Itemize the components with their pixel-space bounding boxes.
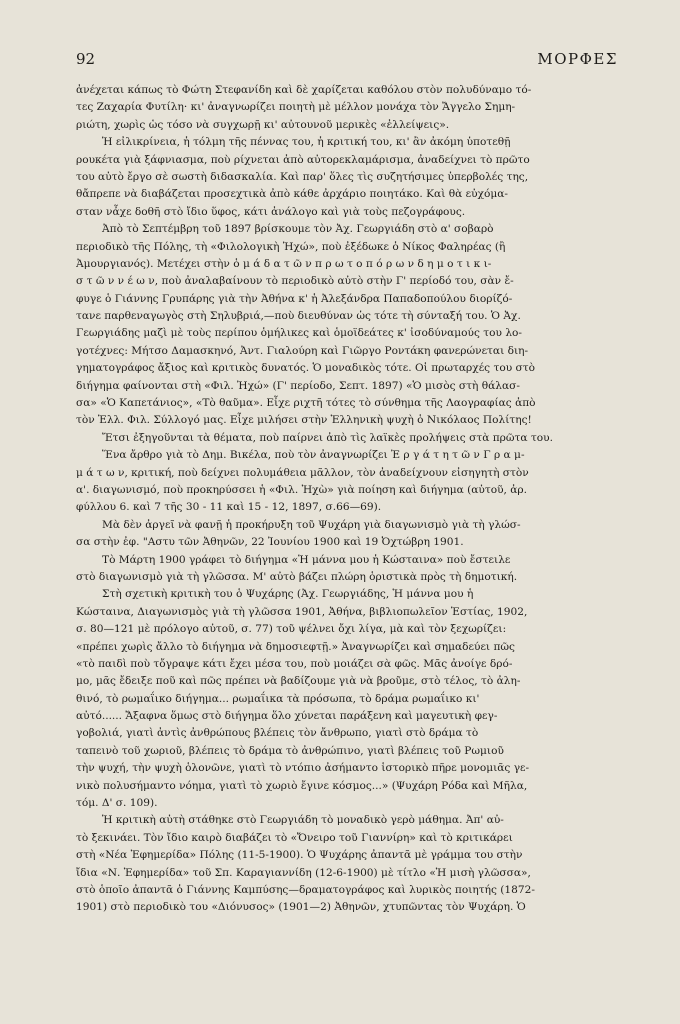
text-line: Στὴ σχετικὴ κριτικὴ του ὁ Ψυχάρης (Ἀχ. Γεωργιάδης, Ἡ μάννα μου ἡ (102, 588, 474, 601)
text-line: περιοδικὸ τῆς Πόλης, τὴ «Φιλολογικὴ Ἠχώ», ποὺ ἐξέδωκε ὁ Νίκος Φαληρέας (ἢ (76, 240, 506, 253)
text-line: Κώσταινα, Διαγωνισμὸς γιὰ τὴ γλῶσσα 1901, Ἀθήνα, βιβλιοπωλεῖον Ἑστίας, 1902, (76, 605, 528, 618)
text-line: ριώτη, χωρὶς ὡς τόσο νὰ συγχωρῇ κι' αὐτουνοῦ μερικὲς «ἐλλείψεις». (76, 118, 450, 131)
text-line: Ἕνα ἄρθρο γιὰ τὸ Δημ. Βικέλα, ποὺ τὸν ἀναγνωρίζει Ἐ ρ γ ά τ η τ ῶ ν Γ ρ α μ- (102, 449, 525, 462)
text-line: Ἔτσι ἐξηγοῦνται τὰ θέματα, ποὺ παίρνει ἀπὸ τὶς λαϊκὲς προλήψεις στὰ πρῶτα του. (102, 431, 553, 444)
text-line: νικὸ πολυσήμαντο νόημα, γιατὶ τὸ χωριὸ ἔγινε κόσμος...» (Ψυχάρη Ρόδα καὶ Μῆλα, (76, 779, 528, 792)
text-line: σα» «Ὁ Καπετάνιος», «Τὸ θαῦμα». Εἶχε ριχτῆ τότες τὸ σύνθημα τῆς Λαογραφίας ἀπὸ (76, 397, 536, 410)
text-line: γηματογράφος ἄξιος καὶ κριτικὸς δυνατός. Ὁ μοναδικὸς τότε. Οἱ πρωταρχές του στὸ (76, 362, 536, 375)
running-title: ΜΟΡΦΕΣ (537, 50, 618, 68)
text-line: διήγημα φαίνονται στὴ «Φιλ. Ἠχώ» (Γ' περίοδο, Σεπτ. 1897) «Ὁ μισὸς στὴ θάλασ- (76, 379, 520, 392)
text-line: σ. 80—121 μὲ πρόλογο αὐτοῦ, σ. 77) τοῦ ψέλνει ὄχι λίγα, μὰ καὶ τὸν ξεχωρίζει: (76, 623, 507, 636)
text-line: α'. διαγωνισμό, ποὺ προκηρύσσει ἡ «Φιλ. Ἠχὼ» γιὰ ποίηση καὶ διήγημα (αὐτοῦ, ἀρ. (76, 483, 528, 496)
text-line: γοτέχνες: Μήτσο Δαμασκηνό, Ἀντ. Γιαλούρη καὶ Γιῶργο Ροντάκη φανερώνεται διη- (76, 344, 529, 357)
text-line: θινό, τὸ ρωμαΐικο διήγημα... ρωμαΐικα τὰ πρόσωπα, τὸ δράμα ρωμαΐικο κι' (76, 692, 480, 705)
page-number: 92 (76, 50, 96, 68)
text-line: μο, μᾶς ἔδειξε ποῦ καὶ πῶς πρέπει νὰ βαδίζουμε γιὰ νὰ βροῦμε, στὸ τέλος, τὸ ἀλη- (76, 675, 521, 688)
page-header (76, 50, 618, 74)
text-line: αὐτό...... Ἄξαφνα ὅμως στὸ διήγημα ὅλο χύνεται παράξενη καὶ μαγευτικὴ φεγ- (76, 710, 498, 723)
text-line: Ἡ κριτικὴ αὐτὴ στάθηκε στὸ Γεωργιάδη τὸ μοναδικὸ γερὸ μάθημα. Ἀπ' αὐ- (102, 814, 504, 827)
text-line: ἴδια «Ν. Ἐφημερίδα» τοῦ Σπ. Καραγιαννίδη (12-6-1900) μὲ τίτλο «Ἡ μισὴ γλῶσσα», (76, 866, 531, 879)
text-line: στὸ διαγωνισμὸ γιὰ τὴ γλῶσσα. Μ' αὐτὸ βάζει πλώρη ὁριστικὰ πρὸς τὴ δημοτική. (76, 570, 518, 583)
text-line: ταπεινὸ τοῦ χωριοῦ, βλέπεις τὸ δράμα τὸ ἀνθρώπινο, γιατὶ βλέπεις τοῦ Ρωμιοῦ (76, 744, 504, 757)
text-line: σα στὴν ἐφ. "Αστυ τῶν Ἀθηνῶν, 22 Ἰουνίου 1900 καὶ 19 Ὀχτώβρη 1901. (76, 536, 464, 549)
text-line: φύλλου 6. καὶ 7 τῆς 30 - 11 καὶ 15 - 12, 1897, σ.66—69). (76, 501, 382, 514)
text-line: ἀνέχεται κάπως τὸ Φώτη Στεφανίδη καὶ δὲ χαρίζεται καθόλου στὸν πολυδύναμο τό- (76, 84, 532, 96)
text-line: θἄπρεπε νὰ διαβάζεται προσεχτικὰ ἀπὸ κάθε ἀρχάριο ποιητάκο. Καὶ θὰ εὐχόμα- (76, 188, 508, 201)
text-line: «τὸ παιδὶ ποὺ τὄγραψε κάτι ἔχει μέσα του, ποὺ μοιάζει σὰ φῶς. Μᾶς ἀνοίγε δρό- (76, 657, 513, 670)
text-line: στὸ ὁποῖο ἀπαντᾶ ὁ Γιάννης Καμπύσης—δραματογράφος καὶ λυρικὸς ποιητής (1872- (76, 883, 535, 896)
text-line: γοβολιά, γιατὶ ἀντὶς ἀνθρώπους βλέπεις τὸν ἄνθρωπο, γιατὶ στὸ δράμα τὸ (76, 727, 479, 740)
text-line: τες Ζαχαρία Φυτίλη· κι' ἀναγνωρίζει ποιητὴ μὲ μέλλον μονάχα τὸν Ἄγγελο Σημη- (76, 101, 516, 114)
text-line: τὸν Ἑλλ. Φιλ. Σύλλογό μας. Εἶχε μιλήσει στὴν Ἑλληνικὴ ψυχὴ ὁ Νικόλαος Πολίτης! (76, 414, 532, 427)
text-line: φυγε ὁ Γιάννης Γρυπάρης γιὰ τὴν Ἀθήνα κ' ἡ Ἀλεξάνδρα Παπαδοπούλου διορίζό- (76, 292, 513, 305)
text-line: 1901) στὸ περιοδικὸ του «Διόνυσος» (1901—2) Ἀθηνῶν, χτυπῶντας τὸν Ψυχάρη. Ὁ (76, 901, 526, 914)
text-line: Γεωργιάδης μαζὶ μὲ τοὺς περίπου ὁμήλικες καὶ ὁμοϊδεάτες κ' ἰσοδύναμούς του λο- (76, 327, 523, 340)
text-line: στὴ «Νέα Ἐφημερίδα» Πόλης (11-5-1900). Ὁ Ψυχάρης ἀπαντᾶ μὲ γράμμα του στὴν (76, 849, 523, 862)
text-line: Ἀπὸ τὸ Σεπτέμβρη τοῦ 1897 βρίσκουμε τὸν Ἀχ. Γεωργιάδη στὸ α' σοβαρὸ (102, 223, 494, 236)
text-line: τόμ. Δ' σ. 109). (76, 797, 158, 810)
text-line: Τὸ Μάρτη 1900 γράφει τὸ διήγημα «Ἡ μάννα μου ἡ Κώσταινα» ποὺ ἔστειλε (102, 553, 511, 566)
text-line: σταν νἆχε δοθῆ στὸ ἴδιο ὕφος, κάτι ἀνάλογο καὶ γιὰ τοὺς πεζογράφους. (76, 205, 466, 218)
text-line: σ τ ῶ ν ν έ ω ν, ποὺ ἀναλαβαίνουν τὸ περιοδικὸ αὐτὸ στὴν Γ' περίοδό του, σὰν ἔ- (76, 275, 514, 288)
body-text (76, 82, 618, 917)
text-line: ρουκέτα γιὰ ξάφνιασμα, ποὺ ρίχνεται ἀπὸ αὐτορεκλαμάρισμα, ἀναδείχνει τὸ πρῶτο (76, 153, 530, 166)
text-line: του αὐτὸ ἔργο σὲ σωστὴ διδασκαλία. Καὶ παρ' ὅλες τὶς συζητήσιμες ὑπερβολές της, (76, 170, 529, 183)
text-line: Ἀμουργιανός). Μετέχει στὴν ὁ μ ά δ α τ ῶ ν π ρ ω τ ο π ό ρ ω ν δ η μ ο τ ι κ ι- (76, 257, 492, 270)
text-line: Μὰ δὲν ἀργεῖ νὰ φανῇ ἡ προκήρυξη τοῦ Ψυχάρη γιὰ διαγωνισμὸ γιὰ τὴ γλώσ- (102, 518, 521, 531)
text-line: Ἡ εἰλικρίνεια, ἡ τόλμη τῆς πέννας του, ἡ κριτική του, κι' ἂν ἀκόμη ὑποτεθῇ (102, 136, 511, 149)
text-line: τὸ ξεκινάει. Τὸν ἴδιο καιρὸ διαβάζει τὸ «Ὄνειρο τοῦ Γιαννίρη» καὶ τὸ κριτικάρει (76, 831, 513, 844)
text-line: τανε παρθεναγωγὸς στὴ Σηλυβριά,—ποὺ διευθύναν ὡς τότε τὴ σύνταξή του. Ὁ Ἀχ. (76, 310, 521, 323)
text-line: τὴν ψυχή, τὴν ψυχὴ ὁλονῶνε, γιατὶ τὸ ντόπιο ἀσήμαντο ἱστορικὸ πῆρε μονομιᾶς γε- (76, 762, 530, 775)
text-line: «πρέπει χωρὶς ἄλλο τὸ διήγημα νὰ δημοσιεφτῇ.» Ἀναγνωρίζει καὶ σημαδεύει πῶς (76, 640, 515, 653)
text-line: μ ά τ ω ν, κριτική, ποὺ δείχνει πολυμάθεια μᾶλλον, τὸν ἀναδείχνουν εἰσηγητὴ στὸν (76, 466, 529, 479)
